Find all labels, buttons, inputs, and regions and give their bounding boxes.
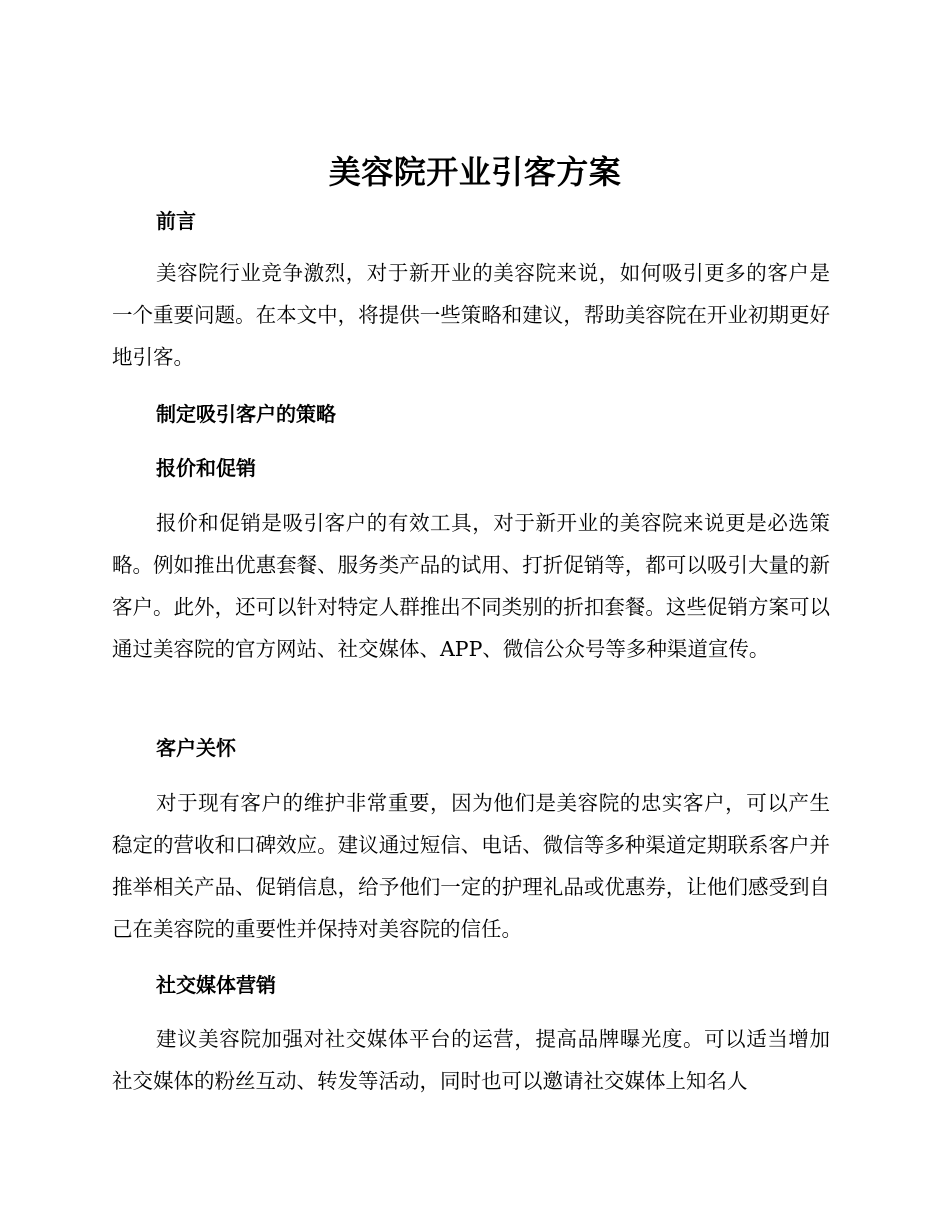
section-paragraph-preface: 美容院行业竞争激烈，对于新开业的美容院来说，如何吸引更多的客户是一个重要问题。在本文中，将提供一些策略和建议，帮助美容院在开业初期更好地引客。 [112,261,830,369]
section-paragraph-pricing-promotion: 报价和促销是吸引客户的有效工具，对于新开业的美容院来说更是必选策略。例如推出优惠套餐、服务类产品的试用、打折促销等，都可以吸引大量的新客户。此外，还可以针对特定人群推出不同类别的折扣套餐。这些促销方案可以通过美容院的官方网站、社交媒体、APP、微信公众号等多种渠道宣传。 [112,511,830,661]
section-heading-strategy: 制定吸引客户的策略 [156,402,336,426]
section-heading-customer-care: 客户关怀 [156,736,236,760]
section-paragraph-social-media: 建议美容院加强对社交媒体平台的运营，提高品牌曝光度。可以适当增加社交媒体的粉丝互动、转发等活动，同时也可以邀请社交媒体上知名人 [112,1027,830,1093]
section-heading-social-media: 社交媒体营销 [156,973,276,997]
section-heading-pricing-promotion: 报价和促销 [156,456,256,480]
section-paragraph-customer-care: 对于现有客户的维护非常重要，因为他们是美容院的忠实客户，可以产生稳定的营收和口碑效应。建议通过短信、电话、微信等多种渠道定期联系客户并推举相关产品、促销信息，给予他们一定的护理礼品或优惠券，让他们感受到自己在美容院的重要性并保持对美容院的信任。 [112,791,830,941]
section-heading-preface: 前言 [156,209,196,233]
document-title: 美容院开业引客方案 [328,153,622,191]
